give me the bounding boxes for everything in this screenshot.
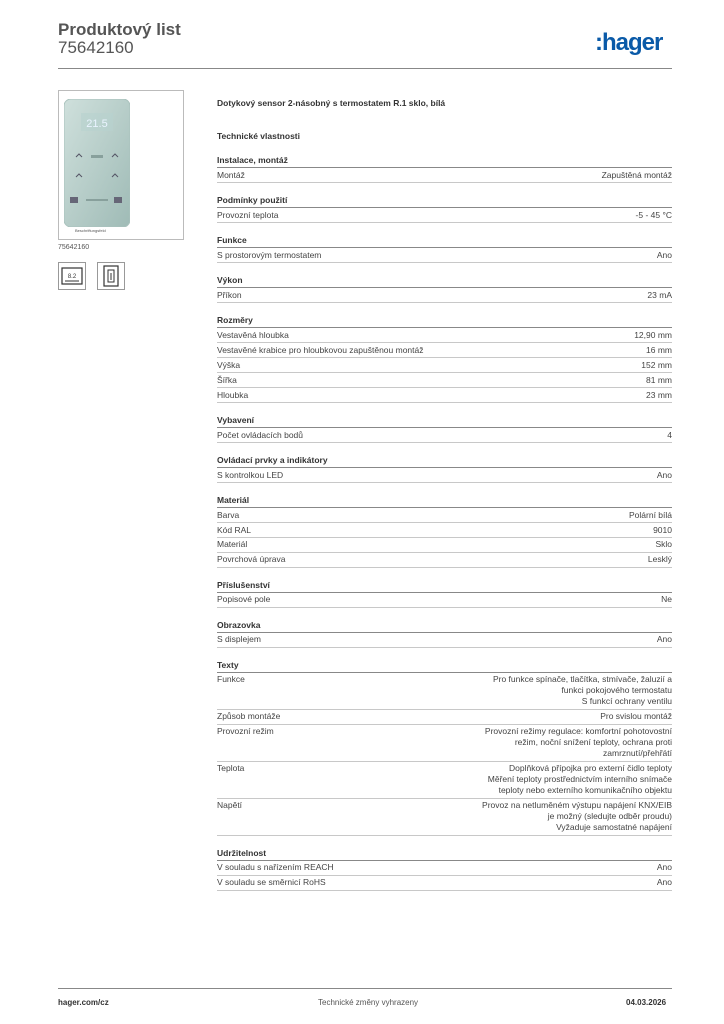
- spec-value: Provoz na netluměném výstupu napájení KNX/EIB je možný (sledujte odběr proudu) Vyžaduje samostatné napájení: [482, 800, 672, 833]
- spec-label: Způsob montáže: [217, 711, 281, 722]
- spec-row: [217, 168, 672, 183]
- spec-label: V souladu s nařízením REACH: [217, 862, 334, 873]
- spec-label: Počet ovládacích bodů: [217, 429, 304, 440]
- footer-divider: [58, 988, 672, 989]
- section-title: Výkon: [217, 274, 672, 288]
- page-title: Produktový list: [58, 20, 181, 39]
- logo-text: :hager: [595, 29, 663, 56]
- spec-label: S displejem: [217, 634, 261, 645]
- spec-label: S prostorovým termostatem: [217, 249, 322, 260]
- spec-value: Polární bílá: [629, 509, 672, 520]
- spec-row: [217, 468, 672, 483]
- product-title: Dotykový sensor 2-násobný s termostatem R.1 sklo, bílá: [217, 98, 446, 108]
- spec-value: 152 mm: [641, 359, 672, 370]
- spec-label: Hloubka: [217, 389, 249, 400]
- spec-label: Povrchová úprava: [217, 554, 286, 565]
- section-title: Podmínky použití: [217, 194, 672, 208]
- spec-value: Pro funkce spínače, tlačítka, stmívače, žaluzií a funkci pokojového termostatu S funkcí ochrany ventilu: [492, 674, 672, 707]
- section-title: Funkce: [217, 234, 672, 248]
- product-number: 75642160: [58, 38, 134, 57]
- spec-section: [217, 619, 672, 648]
- specification-content: [217, 96, 672, 891]
- spec-row: [217, 328, 672, 343]
- image-product-code: 75642160: [58, 244, 90, 251]
- spec-value: Ano: [656, 634, 672, 645]
- spec-section: [217, 659, 672, 836]
- spec-row: [217, 208, 672, 223]
- section-title: Rozměry: [217, 314, 672, 328]
- spec-label: Provozní režim: [217, 726, 274, 737]
- control-icon: [58, 262, 86, 290]
- section-title: Příslušenství: [217, 579, 672, 593]
- spec-value: 16 mm: [646, 344, 672, 355]
- hager-logo: [595, 28, 675, 58]
- header-divider: [58, 68, 672, 69]
- section-title: Udržitelnost: [217, 847, 672, 861]
- spec-value: Zapuštěná montáž: [601, 169, 672, 180]
- spec-row: [217, 508, 672, 523]
- spec-row: [217, 710, 672, 725]
- spec-value: 12,90 mm: [634, 329, 672, 340]
- technical-properties-heading: Technické vlastnosti: [217, 131, 300, 141]
- spec-label: Teplota: [217, 763, 245, 774]
- spec-label: Napětí: [217, 800, 243, 811]
- spec-label: Kód RAL: [217, 524, 252, 535]
- spec-value: 4: [667, 429, 672, 440]
- spec-section: [217, 454, 672, 483]
- spec-row: [217, 538, 672, 553]
- spec-value: Sklo: [655, 539, 672, 550]
- spec-row: [217, 762, 672, 799]
- spec-label: Výška: [217, 359, 241, 370]
- spec-section: [217, 314, 672, 403]
- section-title: Vybavení: [217, 414, 672, 428]
- footer-website[interactable]: hager.com/cz: [58, 998, 109, 1007]
- product-image: [58, 90, 184, 240]
- spec-row: [217, 288, 672, 303]
- spec-row: [217, 248, 672, 263]
- spec-value: Ano: [656, 862, 672, 873]
- spec-section: [217, 234, 672, 263]
- footer-note: Technické změny vyhrazeny: [318, 998, 419, 1007]
- touch-sensor-panel-illustration: [64, 99, 130, 227]
- spec-label: Příkon: [217, 289, 242, 300]
- spec-row: [217, 861, 672, 876]
- spec-label: Šířka: [217, 374, 237, 385]
- section-title: Obrazovka: [217, 619, 672, 633]
- spec-value: Lesklý: [647, 554, 672, 565]
- spec-row: [217, 799, 672, 836]
- spec-value: Ano: [656, 469, 672, 480]
- spec-value: Provozní režimy regulace: komfortní pohotovostní režim, noční snížení teploty, ochrana proti zamrznutí/přehřátí: [484, 726, 672, 759]
- spec-value: Pro svislou montáž: [600, 711, 672, 722]
- spec-label: Provozní teplota: [217, 209, 279, 220]
- spec-value: 9010: [653, 524, 672, 535]
- spec-label: Barva: [217, 509, 240, 520]
- spec-row: [217, 523, 672, 538]
- spec-row: [217, 358, 672, 373]
- spec-row: [217, 388, 672, 403]
- spec-value: 23 mA: [647, 289, 672, 300]
- thermostat-sensor-icon: [97, 262, 125, 290]
- spec-section: [217, 194, 672, 223]
- spec-sections: [217, 154, 672, 891]
- spec-row: [217, 876, 672, 891]
- spec-value: -5 - 45 °C: [635, 209, 672, 220]
- spec-label: Popisové pole: [217, 594, 271, 605]
- section-title: Materiál: [217, 494, 672, 508]
- spec-row: [217, 673, 672, 710]
- spec-section: [217, 154, 672, 183]
- section-title: Texty: [217, 659, 672, 673]
- spec-label: S kontrolkou LED: [217, 469, 284, 480]
- spec-row: [217, 553, 672, 568]
- spec-label: Funkce: [217, 674, 245, 685]
- spec-label: Vestavěná hloubka: [217, 329, 289, 340]
- spec-value: 23 mm: [646, 389, 672, 400]
- svg-text:8.2: 8.2: [67, 274, 77, 280]
- spec-row: [217, 428, 672, 443]
- spec-value: 81 mm: [646, 374, 672, 385]
- spec-value: Ano: [656, 249, 672, 260]
- spec-section: [217, 494, 672, 568]
- footer-date: 04.03.2026: [626, 998, 667, 1007]
- spec-section: [217, 847, 672, 891]
- spec-section: [217, 579, 672, 608]
- panel-caption: Beschriftungsfeld: [75, 228, 106, 233]
- spec-row: [217, 343, 672, 358]
- spec-value: Ne: [661, 594, 672, 605]
- spec-section: [217, 274, 672, 303]
- spec-label: Vestavěné krabice pro hloubkovou zapuštěnou montáž: [217, 344, 424, 355]
- spec-section: [217, 414, 672, 443]
- spec-label: V souladu se směrnicí RoHS: [217, 877, 326, 888]
- spec-label: Materiál: [217, 539, 248, 550]
- spec-row: [217, 593, 672, 608]
- svg-text:21.5: 21.5: [86, 118, 108, 130]
- spec-label: Montáž: [217, 169, 245, 180]
- spec-value: Ano: [656, 877, 672, 888]
- spec-row: [217, 633, 672, 648]
- section-title: Ovládací prvky a indikátory: [217, 454, 672, 468]
- spec-row: [217, 725, 672, 762]
- spec-value: Doplňková přípojka pro externí čidlo teploty Měření teploty prostřednictvím interního snímače teploty nebo externího komunikačního objektu: [487, 763, 672, 796]
- section-title: Instalace, montáž: [217, 154, 672, 168]
- spec-row: [217, 373, 672, 388]
